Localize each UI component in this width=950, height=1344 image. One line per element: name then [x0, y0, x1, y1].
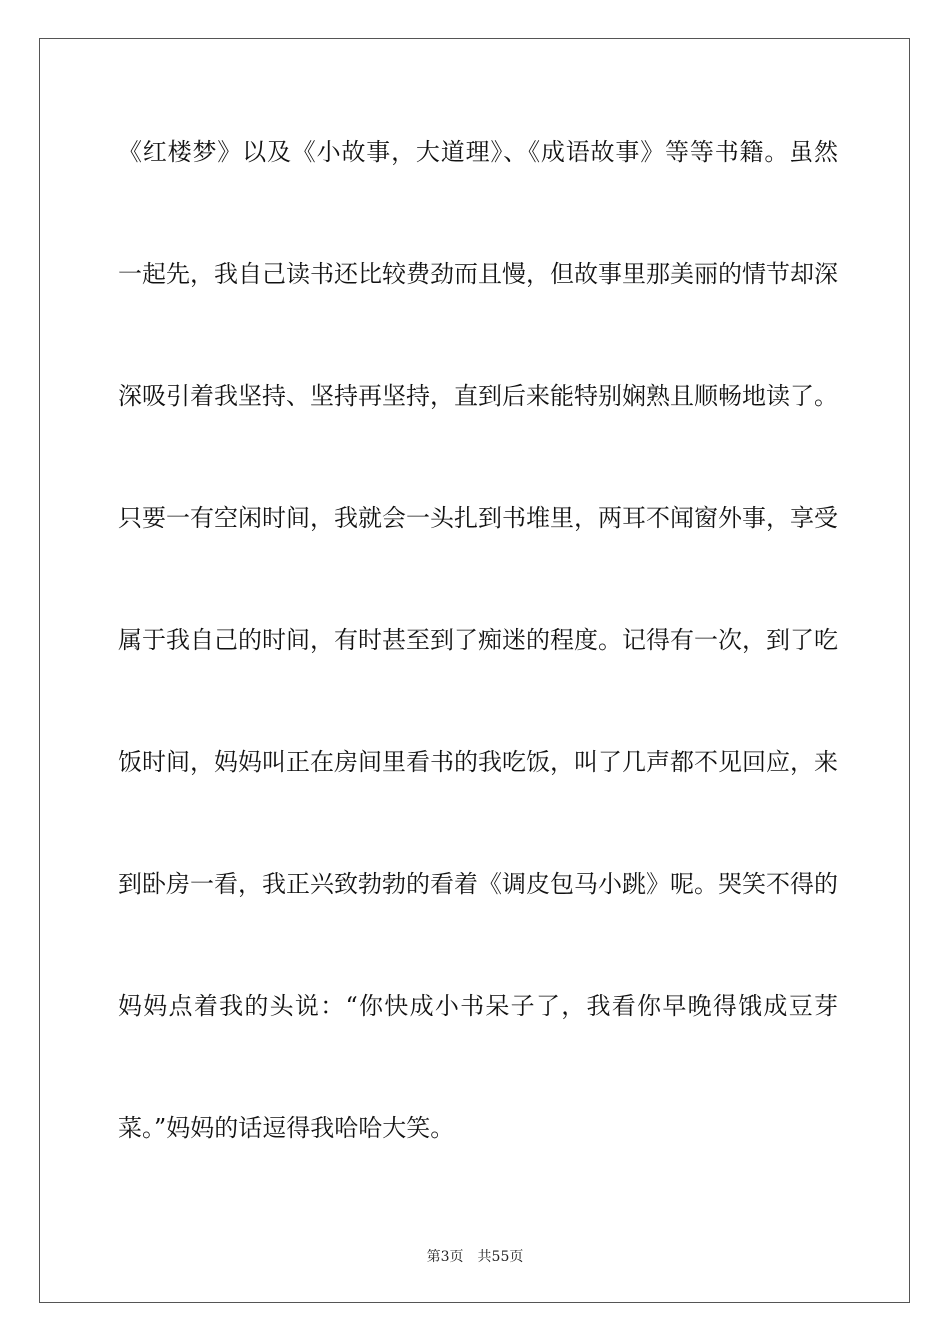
paragraph-line: 深吸引着我坚持、坚持再坚持，直到后来能特别娴熟且顺畅地读了。	[118, 382, 838, 410]
page-footer	[0, 1248, 950, 1266]
paragraph-line: 妈妈点着我的头说：“你快成小书呆子了，我看你早晚得饿成豆芽	[118, 992, 838, 1020]
page-number: 第3页	[426, 1249, 464, 1265]
paragraph-line: 属于我自己的时间，有时甚至到了痴迷的程度。记得有一次，到了吃	[118, 626, 838, 654]
paragraph-line: 只要一有空闲时间，我就会一头扎到书堆里，两耳不闻窗外事，享受	[118, 504, 838, 532]
paragraph-line: 到卧房一看，我正兴致勃勃的看着《调皮包马小跳》呢。哭笑不得的	[118, 870, 838, 898]
paragraph-line: 《红楼梦》以及《小故事，大道理》、《成语故事》等等书籍。虽然	[118, 138, 838, 166]
page-total: 共55页	[477, 1249, 524, 1265]
paragraph-line: 饭时间，妈妈叫正在房间里看书的我吃饭，叫了几声都不见回应，来	[118, 748, 838, 776]
paragraph-line: 一起先，我自己读书还比较费劲而且慢，但故事里那美丽的情节却深	[118, 260, 838, 288]
paragraph-line: 菜。”妈妈的话逗得我哈哈大笑。	[118, 1114, 455, 1142]
